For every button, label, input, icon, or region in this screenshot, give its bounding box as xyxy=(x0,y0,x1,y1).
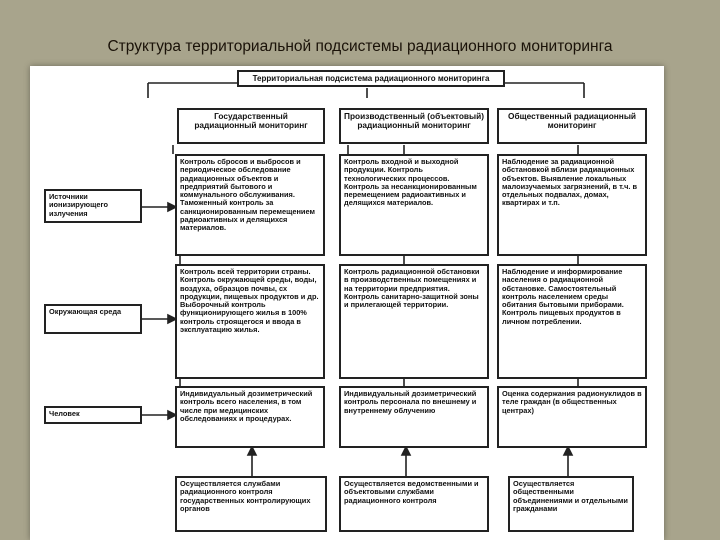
row-label-environment: Окружающая среда xyxy=(44,304,142,334)
cell-environment-state: Контроль всей территории страны. Контроль окружающей среды, воды, воздуха, образцов почвы, сх продукции, пищевых продуктов и др. Выборочный контроль функционирующего жилья в 100% контроль строящегося и ввода в эксплуатацию жилья. xyxy=(175,264,325,379)
cell-human-public: Оценка содержания радионуклидов в теле граждан (в общественных центрах) xyxy=(497,386,647,448)
diagram-sheet xyxy=(30,66,664,540)
slide-title: Структура территориальной подсистемы радиационного мониторинга xyxy=(107,38,613,55)
bottom-box-state: Осуществляется службами радиационного контроля государственных контролирующих органов xyxy=(175,476,327,532)
top-box: Территориальная подсистема радиационного мониторинга xyxy=(237,70,505,87)
bottom-box-public: Осуществляется общественными объединениями и отдельными гражданами xyxy=(508,476,634,532)
bottom-box-industrial: Осуществляется ведомственными и объектовыми службами радиационного контроля xyxy=(339,476,489,532)
row-label-radiation-sources: Источники ионизирующего излучения xyxy=(44,189,142,223)
cell-human-industrial: Индивидуальный дозиметрический контроль персонала по внешнему и внутреннему облучению xyxy=(339,386,489,448)
header-industrial-monitoring: Производственный (объектовый) радиационный мониторинг xyxy=(339,108,489,144)
cell-human-state: Индивидуальный дозиметрический контроль всего населения, в том числе при медицинских обследованиях и процедурах. xyxy=(175,386,325,448)
cell-sources-state: Контроль сбросов и выбросов и периодическое обследование радиационных объектов и предприятий бытового и коммунального обслуживания. Таможенный контроль за санкционированным перемещением радиоактивных и делящихся материалов. xyxy=(175,154,325,256)
header-public-monitoring: Общественный радиационный мониторинг xyxy=(497,108,647,144)
cell-sources-public: Наблюдение за радиационной обстановкой вблизи радиационных объектов. Выявление локальных малоизучаемых загрязнений, в т.ч. в отдельных подвалах, домах, квартирах и т.п. xyxy=(497,154,647,256)
cell-environment-public: Наблюдение и информирование населения о радиационной обстановке. Самостоятельный контроль населением среды обитания бытовыми приборами. Контроль пищевых продуктов в личном потреблении. xyxy=(497,264,647,379)
cell-environment-industrial: Контроль радиационной обстановки в производственных помещениях и на территории предприятия. Контроль санитарно-защитной зоны и прилегающей территории. xyxy=(339,264,489,379)
header-state-monitoring: Государственный радиационный мониторинг xyxy=(177,108,325,144)
row-label-human: Человек xyxy=(44,406,142,424)
cell-sources-industrial: Контроль входной и выходной продукции. Контроль технологических процессов. Контроль за несанкционированным перемещением радиоактивных и делящихся материалов. xyxy=(339,154,489,256)
